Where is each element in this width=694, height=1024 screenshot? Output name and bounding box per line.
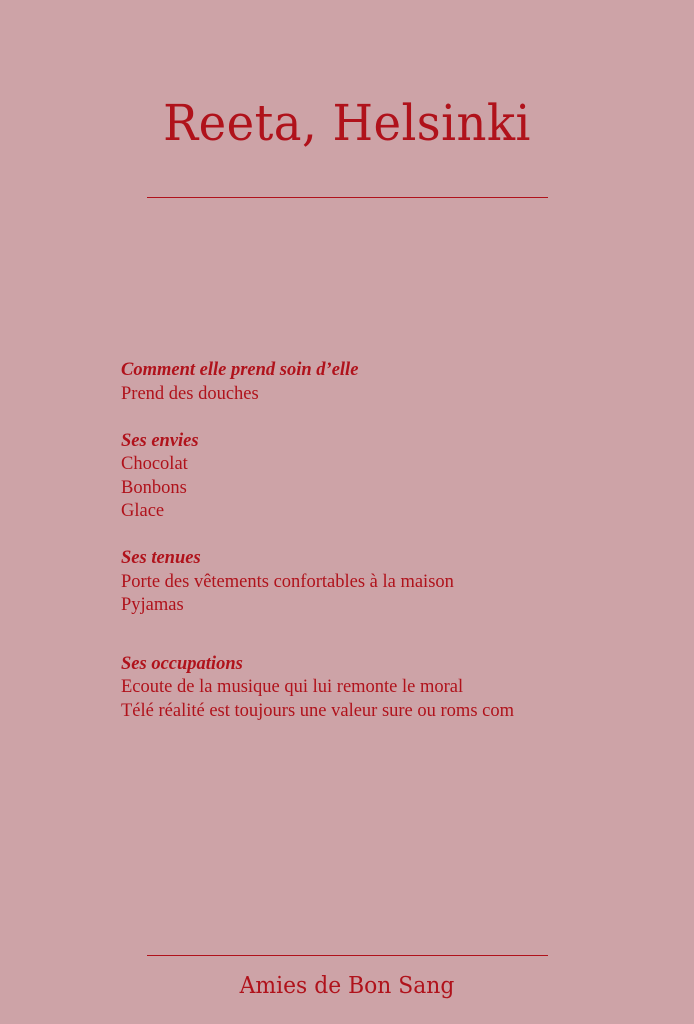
page-title: Reeta, Helsinki bbox=[163, 94, 531, 152]
section-heading: Comment elle prend soin d’elle bbox=[121, 360, 359, 380]
section-heading: Ses occupations bbox=[121, 653, 243, 674]
footer-divider bbox=[147, 955, 548, 956]
list-item: Glace bbox=[121, 501, 165, 521]
list-item: Télé réalité est toujours une valeur sure ou roms com bbox=[121, 700, 514, 721]
section-outfits bbox=[121, 547, 681, 618]
section-cravings bbox=[121, 430, 681, 524]
footer-brand: Amies de Bon Sang bbox=[239, 973, 455, 999]
section-heading: Ses tenues bbox=[121, 548, 201, 568]
list-item: Ecoute de la musique qui lui remonte le moral bbox=[121, 677, 464, 697]
list-item: Bonbons bbox=[121, 477, 187, 498]
list-item: Pyjamas bbox=[121, 595, 184, 615]
profile-content bbox=[121, 359, 681, 723]
list-item: Chocolat bbox=[121, 454, 188, 474]
section-activities bbox=[121, 653, 681, 724]
list-item: Porte des vêtements confortables à la maison bbox=[121, 571, 454, 592]
section-heading: Ses envies bbox=[121, 430, 199, 451]
list-item: Prend des douches bbox=[121, 383, 259, 404]
title-divider bbox=[147, 197, 548, 198]
section-self-care bbox=[121, 359, 681, 406]
